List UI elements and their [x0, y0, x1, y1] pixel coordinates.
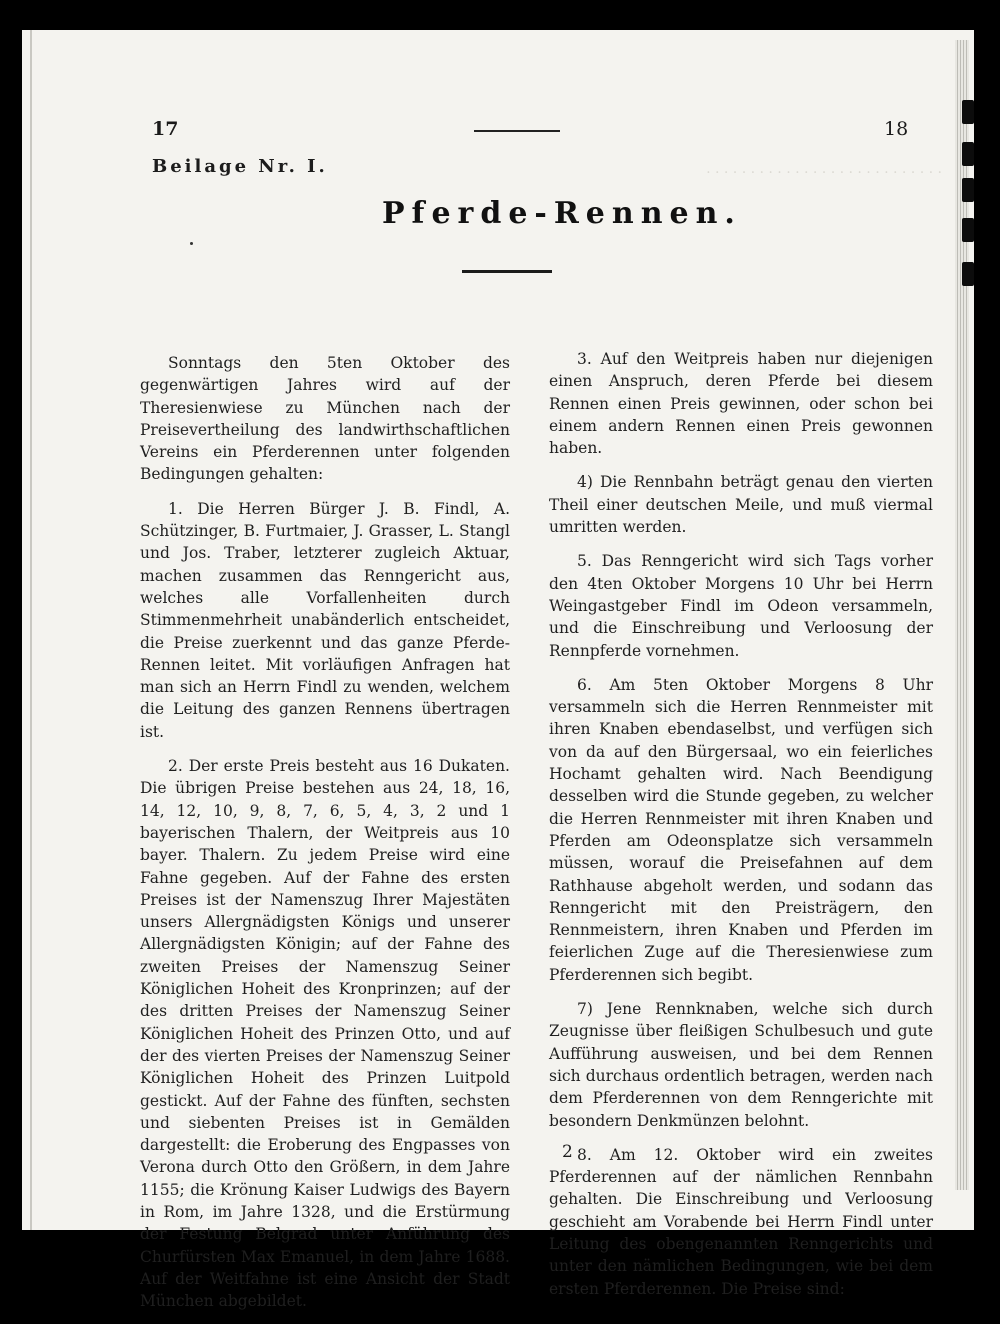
page-number-left: 17 — [152, 118, 179, 140]
supplement-label: Beilage Nr. I. — [152, 156, 328, 177]
document-title: Pferde-Rennen. — [382, 196, 742, 231]
index-tab — [962, 142, 974, 166]
paragraph-7: 7) Jene Rennknaben, welche sich durch Zeugnisse über fleißigen Schulbesuch und gute Aufführung ausweisen, und bei dem Rennen sich durchaus ordentlich betragen, werden nach dem Pferderennen von dem Renngerichte mit besondern Denkmünzen belohnt. — [549, 1000, 933, 1130]
index-tab — [962, 218, 974, 242]
title-rule — [462, 270, 552, 273]
header-rule — [474, 130, 560, 132]
paragraph-6: 6. Am 5ten Oktober Morgens 8 Uhr versammeln sich die Herren Rennmeister mit ihren Knaben ebendaselbst, und verfügen sich von da auf den Bürgersaal, wo ein feierliches Hochamt gehalten wird. Nach Beendigung desselben wird die Stunde gegeben, zu welcher die Herren Rennmeister mit ihren Knaben und Pferden am Odeonsplatze sich versammeln müssen, worauf die Preisefahnen auf dem Rathhause abgeholt werden, und sodann das Renngericht mit den Preisträgern, den Rennmeistern, ihren Knaben und Pferden im feierlichen Zuge auf die Theresienwiese zum Pferderennen sich begibt. — [549, 675, 933, 984]
signature-mark: 2 — [562, 1142, 573, 1162]
paragraph-3: 3. Auf den Weitpreis haben nur diejenigen einen Anspruch, deren Pferde bei diesem Rennen einen Preis gewinnen, oder schon bei einem andern Rennen einen Preis gewonnen haben. — [549, 350, 933, 458]
paragraph-2: 2. Der erste Preis besteht aus 16 Dukaten. Die übrigen Preise bestehen aus 24, 18, 16, 14, 12, 10, 9, 8, 7, 6, 5, 4, 3, 2 und 1 bayerischen Thalern, der Weitpreis aus 10 bayer. Thalern. Zu jedem Preise wird eine Fahne gegeben. Auf der Fahne des ersten Preises ist der Namenszug Ihrer Majestäten unsers Allergnädigsten Königs und unserer Allergnädigsten Königin; auf der Fahne des zweiten Preises der Namenszug Seiner Königlichen Hoheit des Kronprinzen; auf der des dritten Preises der Namenszug Seiner Königlichen Hoheit des Prinzen Otto, und auf der des vierten Preises der Namenszug Seiner Königlichen Hoheit des Prinzen Luitpold gestickt. Auf der Fahne des fünften, sechsten und siebenten Preises ist in Gemälden dargestellt: die Eroberung des Engpasses von Verona durch Otto den Größern, in dem Jahre 1155; die Krönung Kaiser Ludwigs des Bayern in Rom, im Jahre 1328, und die Erstürmung der Festung Belgrad unter Anführung des Churfürsten Max Emanuel, in dem Jahre 1688. Auf der Weitfahne ist eine Ansicht der Stadt München abgebildet. — [140, 757, 510, 1311]
paragraph-intro: Sonntags den 5ten Oktober des gegenwärtigen Jahres wird auf der Theresienwiese zu München nach der Preisevertheilung des landwirthschaftlichen Vereins ein Pferderennen unter folgenden Bedingungen gehalten: — [140, 354, 510, 484]
paragraph-4: 4) Die Rennbahn beträgt genau den vierten Theil einer deutschen Meile, und muß viermal umritten werden. — [549, 473, 933, 537]
right-text-column — [549, 348, 933, 1312]
paragraph-1: 1. Die Herren Bürger J. B. Findl, A. Schützinger, B. Furtmaier, J. Grasser, L. Stangl und Jos. Traber, letzterer zugleich Aktuar, machen zusammen das Renngericht aus, welches alle Vorfallenheiten durch Stimmenmehrheit unabänderlich entscheidet, die Preise zuerkennt und das ganze Pferde-Rennen leitet. Mit vorläufigen Anfragen hat man sich an Herrn Findl zu wenden, welchem die Leitung des ganzen Rennens übertragen ist. — [140, 499, 510, 741]
reverse-side-bleed-through: . . . . . . . . . . . . . . . . . . . . . . . . . . . — [706, 161, 942, 177]
ink-dot — [190, 242, 193, 245]
index-tab — [962, 178, 974, 202]
paragraph-8: 8. Am 12. Oktober wird ein zweites Pferderennen auf der nämlichen Rennbahn gehalten. Die Einschreibung und Verloosung geschieht am Vorabende bei Herrn Findl unter Leitung des obengenannten Renngerichts und unter den nämlichen Bedingungen, wie bei dem ersten Pferderennen. Die Preise sind: — [549, 1145, 933, 1298]
page-fold-line — [30, 30, 32, 1230]
index-tab — [962, 100, 974, 124]
book-page — [22, 30, 974, 1311]
index-tab — [962, 262, 974, 286]
page-stack-edge — [955, 40, 969, 1190]
paragraph-5: 5. Das Renngericht wird sich Tags vorher den 4ten Oktober Morgens 10 Uhr bei Herrn Weingastgeber Findl im Odeon versammeln, und die Einschreibung und Verloosung der Rennpferde vornehmen. — [549, 552, 933, 660]
left-text-column — [140, 352, 510, 1324]
page-number-right: 18 — [884, 118, 909, 140]
